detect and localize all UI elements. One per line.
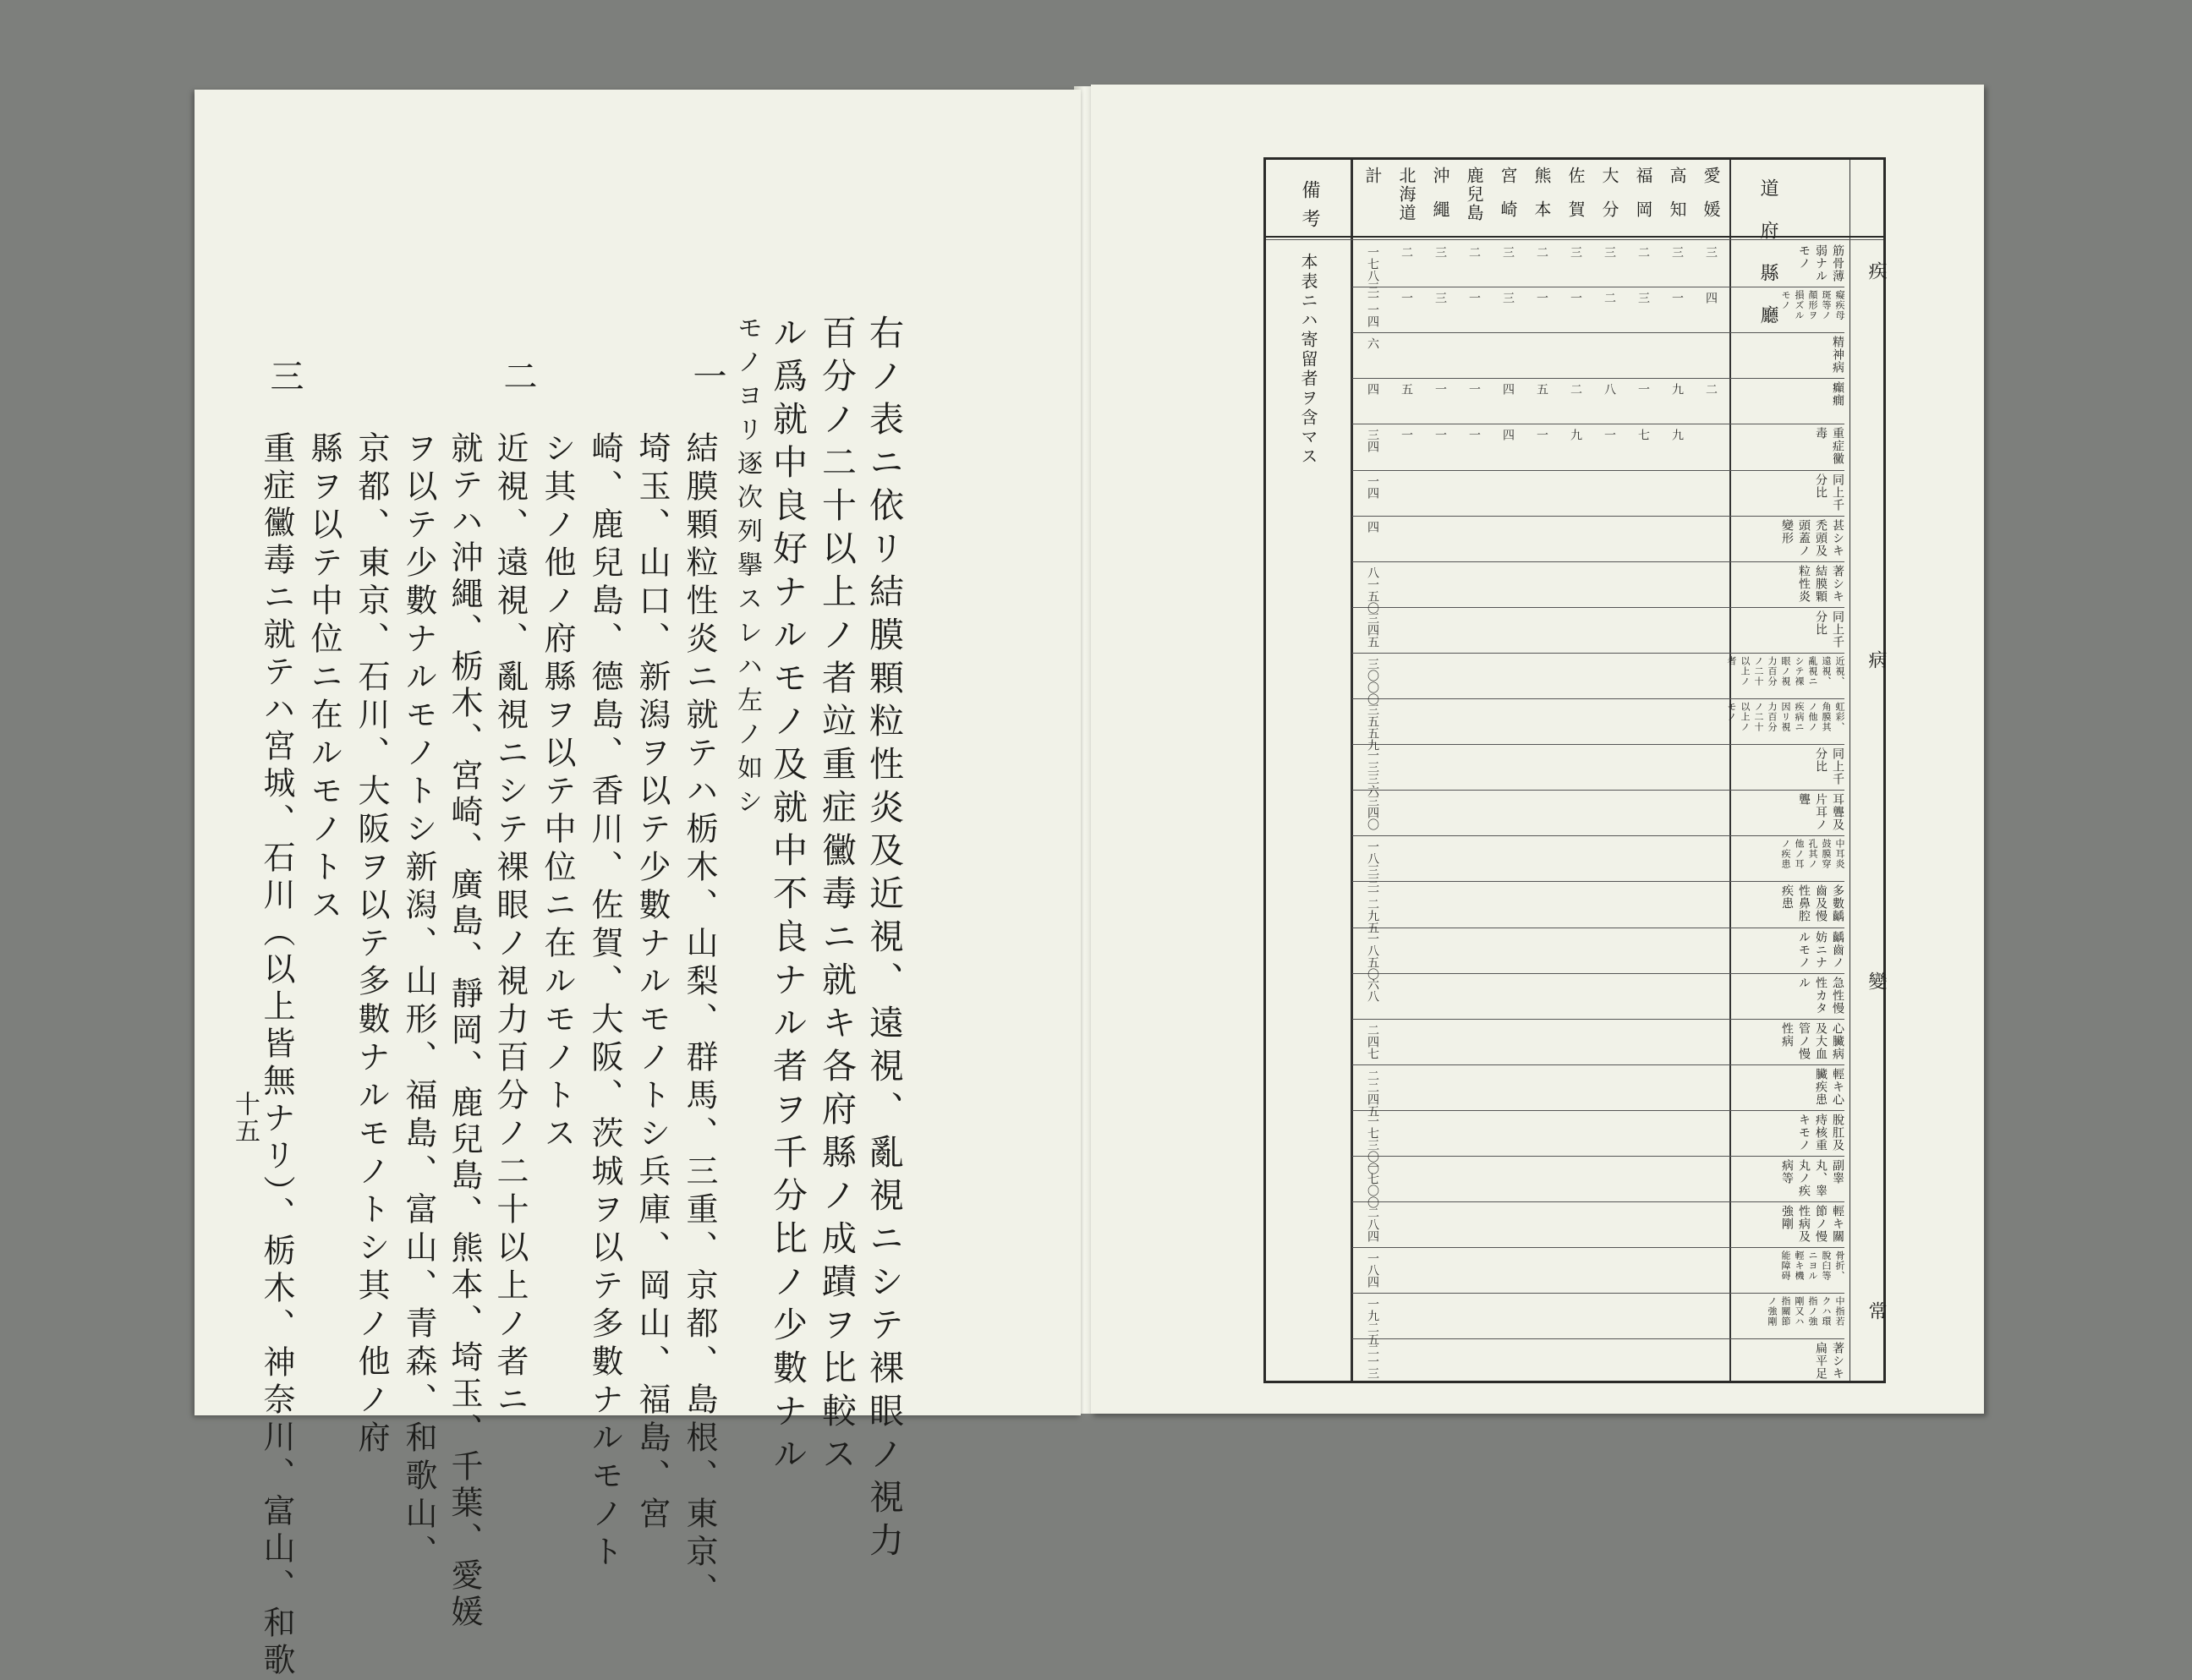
intro-line: モノヨリ逐次列擧スレハ左ノ如シ [732, 315, 762, 822]
table-cell: 三四五 [1366, 611, 1379, 648]
prefecture-header: 北海道 [1396, 167, 1417, 222]
category-label: 病 [1866, 650, 1887, 669]
table-cell: 一一四 [1366, 292, 1379, 328]
table-cell: 一九二五 [1366, 1298, 1379, 1346]
disease-row-label: 癲癇 [1831, 381, 1844, 408]
disease-row-label: 癡疾母斑等ノ顏形ヲ損ズルモノ [1780, 290, 1845, 321]
table-cell: 二 [1467, 246, 1481, 258]
table-cell: 三 [1704, 246, 1718, 258]
table-cell: 四 [1501, 429, 1515, 441]
item-line: ヲ以テ少數ナルモノトシ新潟、山形、福島、富山、青森、和歌山、 [400, 431, 437, 1573]
table-cell: 二 [1535, 246, 1548, 258]
disease-row-label: 著シキ結膜顆粒性炎 [1797, 564, 1844, 603]
page-number: 十五 [230, 1091, 260, 1145]
disease-row-label: 虹彩、角膜其ノ他ノ疾病ニ因リ視力百分ノ二十以上ノモノ [1726, 702, 1845, 732]
item-line: 近視、遠視、亂視ニシテ裸眼ノ視力百分ノ二十以上ノ者ニ [491, 431, 529, 1420]
intro-line: 百分ノ二十以上ノ者竝重症黴毒ニ就キ各府縣ノ成蹟ヲ比較ス [816, 315, 857, 1479]
disease-row-label: 重症黴毒 [1814, 427, 1844, 466]
table-cell: 一 [1569, 292, 1582, 304]
table-cell: 一八三三 [1366, 840, 1379, 889]
table-cell: 二二四五 [1366, 1069, 1379, 1117]
item-line: 重症黴毒ニ就テハ宮城、石川（以上皆無ナリ）、栃木、神奈川、富山、和歌 [258, 431, 295, 1680]
table-cell: 三四〇 [1366, 795, 1379, 831]
table-cell: 一七三〇〇 [1366, 1114, 1379, 1174]
disease-row-label: 耳聾及片耳ノ聾 [1797, 793, 1844, 832]
table-cell: 一 [1400, 429, 1413, 441]
table-cell: 九 [1670, 383, 1684, 396]
prefecture-header: 愛媛 [1701, 167, 1721, 234]
table-cell: 一 [1467, 292, 1481, 304]
disease-row-label: 輕キ心臟疾患 [1814, 1067, 1844, 1106]
table-cell: 三 [1501, 246, 1515, 258]
table-cell: 三 [1433, 246, 1447, 258]
table-cell: 一七八三 [1366, 246, 1379, 293]
disease-row-label: 筋骨薄弱ナルモノ [1797, 244, 1844, 282]
table-cell: 一 [1535, 429, 1548, 441]
table-cell: 三〇〇〇 [1366, 657, 1379, 705]
table-cell: 一 [1467, 383, 1481, 396]
table-cell: 二 [1603, 292, 1616, 304]
disease-row-label: 多數齲齒及慢性鼻腔疾患 [1780, 884, 1844, 923]
table-cell: 三 [1569, 246, 1582, 258]
disease-row-label: 精神病 [1831, 336, 1844, 375]
table-cell: 一二九五 [1366, 886, 1379, 934]
disease-row-label: 輕キ關節ノ慢性病及強剛 [1780, 1205, 1844, 1244]
table-cell: 七 [1636, 429, 1650, 441]
item-line: シ其ノ他ノ府縣ヲ以テ中位ニ在ルモノトス [539, 431, 576, 1154]
item-line: 縣ヲ以テ中位ニ在ルモノトス [305, 431, 342, 926]
table-cell: 五 [1400, 383, 1413, 396]
category-label: 常 [1866, 1301, 1887, 1320]
item-line: 就テハ沖繩、栃木、宮崎、廣島、靜岡、鹿兒島、熊本、埼玉、千葉、愛媛 [446, 431, 483, 1631]
disease-row-label: 近視、遠視、亂視ニシテ裸眼ノ視力百分ノ二十以上ノ者 [1726, 655, 1845, 687]
item-number: 三 [265, 358, 304, 392]
table-cell: 二八四 [1366, 1207, 1379, 1243]
table-cell: 五 [1535, 383, 1548, 396]
prefecture-header: 高知 [1667, 167, 1687, 234]
disease-row-label: 著シキ扁平足 [1814, 1342, 1844, 1381]
disease-row-label: 副睾丸、睾丸ノ疾病等 [1780, 1159, 1844, 1197]
item-line: 埼玉、山口、新潟ヲ以テ少數ナルモノトシ兵庫、岡山、福島、宮 [633, 431, 671, 1535]
table-cell: 二一三 [1366, 1343, 1379, 1380]
item-number: 一 [688, 358, 726, 392]
disease-row-label: 脫肛及痔核重キモノ [1797, 1113, 1844, 1152]
disease-row-label: 同上千分比 [1814, 610, 1844, 648]
table-cell: 二 [1636, 246, 1650, 258]
table-cell: 一 [1433, 429, 1447, 441]
table-cell: 一 [1603, 429, 1616, 441]
table-cell: 二 [1400, 246, 1413, 258]
prefecture-header: 大分 [1599, 167, 1619, 234]
table-cell: 一七〇〇 [1366, 1161, 1379, 1208]
prefecture-header: 熊本 [1532, 167, 1552, 234]
table-cell: 四 [1501, 383, 1515, 396]
table-cell: 四 [1704, 292, 1718, 304]
disease-row-label: 同上千分比 [1814, 473, 1844, 512]
table-cell: 二 [1704, 383, 1718, 396]
disease-row-label: 心臟病及大血管ノ慢性病 [1780, 1021, 1844, 1060]
table-cell: 一 [1670, 292, 1684, 304]
table-cell: 三 [1433, 292, 1447, 304]
table-cell: 三 [1603, 246, 1616, 258]
table-cell: 一 [1535, 292, 1548, 304]
disease-row-label: 中指若クハ環指ノ強剛又ハ指關節ノ強剛 [1767, 1296, 1845, 1327]
table-cell: 三 [1501, 292, 1515, 304]
disease-row-label: 中耳炎鼓膜穿孔其ノ他ノ耳ノ疾患 [1780, 839, 1845, 870]
table-cell: 六八 [1366, 977, 1379, 1002]
table-cell: 一 [1433, 383, 1447, 396]
disease-row-label: 骨折、脫臼等ニヨル輕キ機能障碍 [1780, 1250, 1845, 1282]
table-cell: 一八五〇 [1366, 932, 1379, 980]
table-cell: 四 [1366, 520, 1379, 533]
table-cell: 一八四 [1366, 1252, 1379, 1289]
table-cell: 三 [1636, 292, 1650, 304]
table-cell: 一 [1636, 383, 1650, 396]
item-number: 二 [498, 358, 537, 392]
table-cell: 一三三六 [1366, 749, 1379, 797]
prefecture-header: 宮崎 [1498, 167, 1518, 234]
table-cell: 八一五〇 [1366, 566, 1379, 614]
remarks-header: 備考 [1299, 180, 1320, 238]
table-cell: 三五五九 [1366, 703, 1379, 751]
disease-row-label: 同上千分比 [1814, 747, 1844, 786]
category-label: 變 [1866, 971, 1887, 990]
table-cell: 三四 [1366, 429, 1379, 453]
table-cell: 二 [1569, 383, 1582, 396]
table-cell: 九 [1569, 429, 1582, 441]
remarks-text: 本表ニハ寄留者ヲ含マス [1298, 253, 1318, 467]
prefecture-header: 沖繩 [1430, 167, 1450, 234]
item-line: 結膜顆粒性炎ニ就テハ栃木、山梨、群馬、三重、京都、島根、東京、 [681, 431, 718, 1611]
table-cell: 九 [1670, 429, 1684, 441]
disease-row-label: 齲齒ノ妨ニナルモノ [1797, 930, 1844, 969]
statistics-table [1263, 157, 1886, 1383]
table-cell: 二四七 [1366, 1023, 1379, 1059]
prefecture-header: 福岡 [1633, 167, 1653, 234]
table-cell: 四 [1366, 383, 1379, 396]
item-line: 京都、東京、石川、大阪ヲ以テ多數ナルモノトシ其ノ他ノ府 [353, 431, 390, 1458]
disease-row-label: 甚シキ禿頭及頭蓋ノ變形 [1780, 518, 1844, 557]
intro-line: 右ノ表ニ依リ結膜顆粒性炎及近視、遠視、亂視ニシテ裸眼ノ視力 [863, 315, 904, 1565]
table-cell: 三 [1670, 246, 1684, 258]
item-line: 崎、鹿兒島、德島、香川、佐賀、大阪、茨城ヲ以テ多數ナルモノト [586, 431, 623, 1573]
table-cell: 一 [1400, 292, 1413, 304]
disease-row-label: 急性慢性カタル [1797, 976, 1844, 1015]
table-cell: 八 [1603, 383, 1616, 396]
prefecture-header: 計 [1362, 167, 1383, 183]
intro-line: ル爲就中良好ナルモノ及就中不良ナル者ヲ千分比ノ少數ナル [767, 315, 808, 1479]
table-cell: 一四 [1366, 474, 1379, 499]
table-cell: 一 [1467, 429, 1481, 441]
corner-header: 道府縣廳 [1757, 178, 1778, 347]
prefecture-header: 佐賀 [1565, 167, 1586, 234]
table-cell: 六 [1366, 337, 1379, 350]
category-label: 疾 [1866, 261, 1887, 280]
prefecture-header: 鹿兒島 [1464, 167, 1484, 222]
